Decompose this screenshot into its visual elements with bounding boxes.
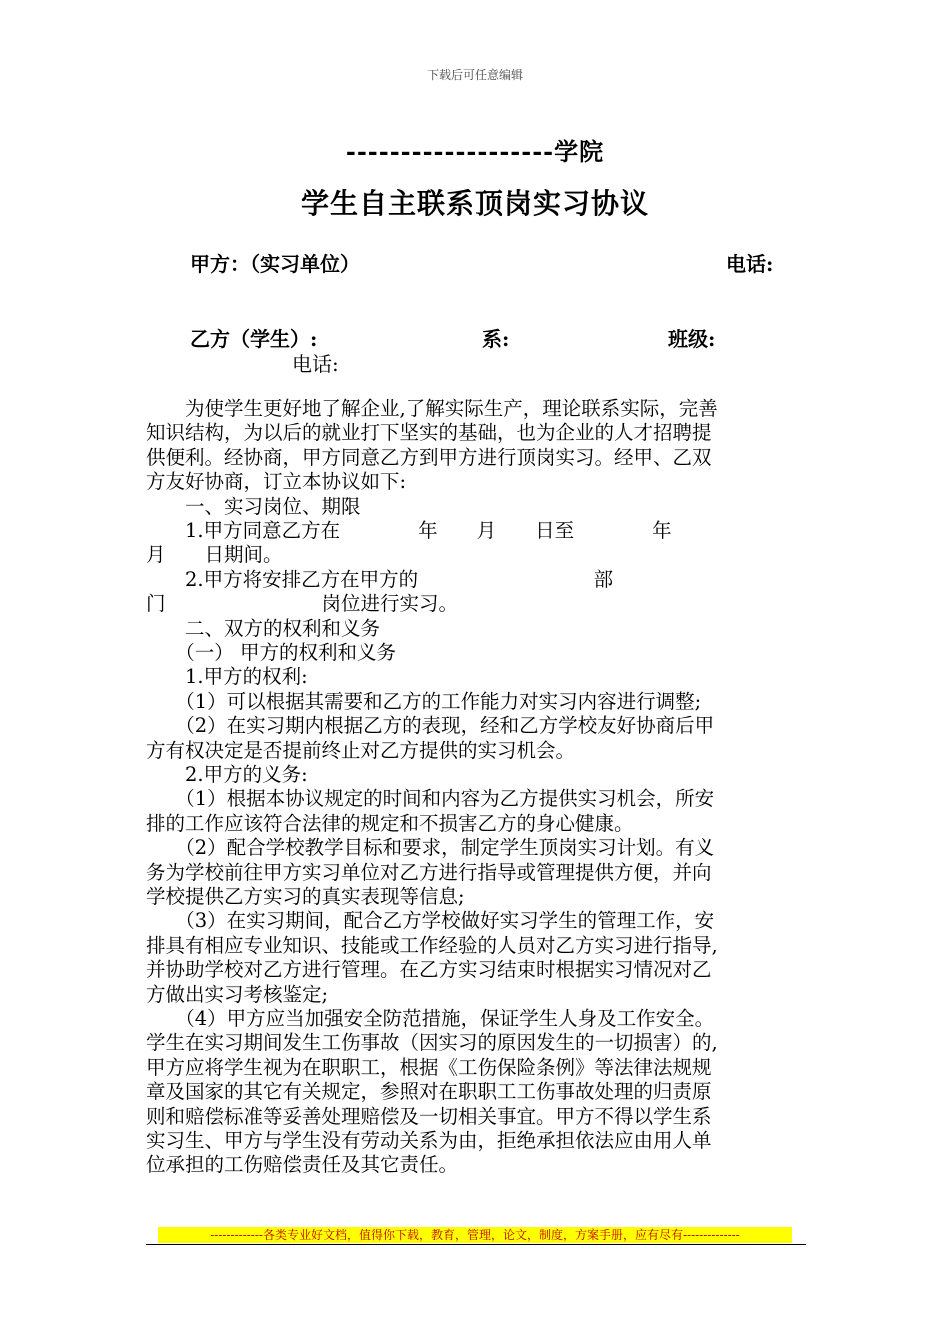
college-heading: -------------------学院 xyxy=(345,137,605,166)
body-line: 位承担的工伤赔偿责任及其它责任。 xyxy=(146,1153,459,1177)
party-b-class: 班级: xyxy=(668,327,716,351)
party-b-label: 乙方（学生）: xyxy=(190,327,318,351)
body-line: 章及国家的其它有关规定，参照对在职职工工伤事故处理的归责原 xyxy=(146,1080,712,1104)
body-line: 为使学生更好地了解企业,了解实际生产，理论联系实际，完善 xyxy=(146,397,718,420)
body-line: 二、双方的权利和义务 xyxy=(146,616,381,640)
body-line: 甲方应将学生视为在职职工，根据《工伤保险条例》等法律法规规 xyxy=(146,1055,712,1079)
party-b-phone: 电话: xyxy=(292,352,339,376)
body-line: 方有权决定是否提前终止对乙方提供的实习机会。 xyxy=(146,738,576,762)
document-title: 学生自主联系顶岗实习协议 xyxy=(300,187,649,220)
body-line: （2）在实习期内根据乙方的表现，经和乙方学校友好协商后甲 xyxy=(146,714,715,738)
body-line: （3）在实习期间，配合乙方学校做好实习学生的管理工作，安 xyxy=(146,909,715,933)
body-line: 知识结构，为以后的就业打下坚实的基础，也为企业的人才招聘提 xyxy=(146,421,712,445)
body-line: 方友好协商，订立本协议如下: xyxy=(146,470,407,494)
body-line: 实习生、甲方与学生没有劳动关系为由，拒绝承担依法应由用人单 xyxy=(146,1129,712,1152)
party-a-label: 甲方：（实习单位） xyxy=(190,252,360,276)
body-line: 排的工作应该符合法律的规定和不损害乙方的身心健康。 xyxy=(146,811,634,835)
body-line: （1）根据本协议规定的时间和内容为乙方提供实习机会，所安 xyxy=(146,787,715,811)
footer-banner: -------------各类专业好文档，值得你下载，教育，管理，论文，制度，方案手册，应有尽有-------------- xyxy=(158,1227,792,1243)
body-line: 一、实习岗位、期限 xyxy=(146,494,361,518)
body-line: 方做出实习考核鉴定; xyxy=(146,982,329,1006)
body-line: （4）甲方应当加强安全防范措施，保证学生人身及工作安全。 xyxy=(146,1007,715,1030)
footer-rule xyxy=(146,1244,806,1245)
party-a-phone: 电话: xyxy=(726,252,774,276)
header-note: 下载后可任意编辑 xyxy=(426,68,523,82)
body-line: 1.甲方同意乙方在 年 月 日至 年 xyxy=(146,519,672,542)
body-line: 2.甲方的义务: xyxy=(146,763,308,786)
body-line: （1）可以根据其需要和乙方的工作能力对实习内容进行调整; xyxy=(146,689,702,713)
body-line: 务为学校前往甲方实习单位对乙方进行指导或管理提供方便，并向 xyxy=(146,860,712,884)
body-line: 学校提供乙方实习的真实表现等信息; xyxy=(146,885,465,908)
body-line: 并协助学校对乙方进行管理。在乙方实习结束时根据实习情况对乙 xyxy=(146,958,712,982)
body-line: 1.甲方的权利: xyxy=(146,665,308,689)
body-line: （一） 甲方的权利和义务 xyxy=(146,641,396,664)
body-line: 学生在实习期间发生工伤事故（因实习的原因发生的一切损害）的, xyxy=(146,1031,718,1055)
party-b-dept: 系: xyxy=(482,327,510,351)
body-line: （2）配合学校教学目标和要求，制定学生顶岗实习计划。有义 xyxy=(146,836,715,860)
body-line: 排具有相应专业知识、技能或工作经验的人员对乙方实习进行指导, xyxy=(146,933,718,957)
body-line: 月 日期间。 xyxy=(146,543,283,567)
body-line: 则和赔偿标准等妥善处理赔偿及一切相关事宜。甲方不得以学生系 xyxy=(146,1104,712,1128)
body-line: 供便利。经协商，甲方同意乙方到甲方进行顶岗实习。经甲、乙双 xyxy=(146,445,712,469)
body-line: 2.甲方将安排乙方在甲方的 部 xyxy=(146,567,614,591)
body-line: 门 岗位进行实习。 xyxy=(146,592,459,616)
